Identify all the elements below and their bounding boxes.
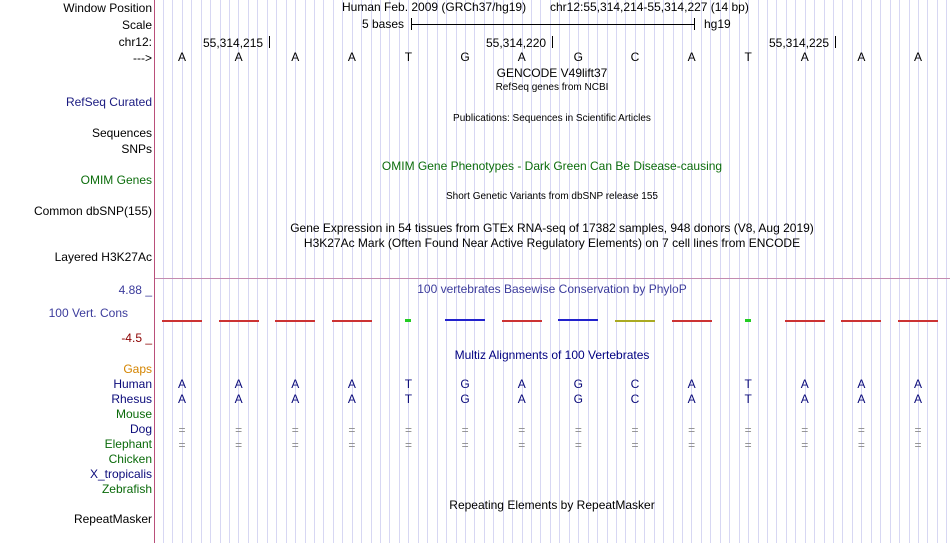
rhesus-base: A [857, 392, 866, 406]
grid-line [890, 0, 891, 543]
dog-gap-mark: = [291, 423, 299, 437]
species-label-zebrafish[interactable]: Zebrafish [101, 482, 152, 496]
rhesus-base: A [800, 392, 809, 406]
phylop-min-label: -4.5 _ [121, 331, 152, 345]
coordinate-label: 55,314,220 [486, 36, 547, 50]
grid-line [767, 0, 768, 543]
grid-line [323, 0, 324, 543]
base-letter: A [291, 50, 300, 64]
rhesus-base: A [517, 392, 526, 406]
grid-line [446, 0, 447, 543]
chrom-label: chr12: [118, 35, 152, 49]
species-label-chicken[interactable]: Chicken [108, 452, 152, 466]
grid-line [795, 0, 796, 543]
rhesus-base: G [460, 392, 470, 406]
dog-gap-mark: = [235, 423, 243, 437]
grid-line [286, 0, 287, 543]
grid-line [861, 0, 862, 543]
elephant-gap-mark: = [857, 438, 865, 452]
base-letter: G [460, 50, 470, 64]
human-base: T [744, 377, 752, 391]
grid-line [172, 0, 173, 543]
omim-track-title[interactable]: OMIM Gene Phenotypes - Dark Green Can Be Disease-causing [381, 159, 723, 173]
grid-line [937, 0, 938, 543]
grid-line [257, 0, 258, 543]
refseq-track-title[interactable]: RefSeq genes from NCBI [495, 82, 609, 93]
base-letter: C [630, 50, 640, 64]
grid-line [710, 0, 711, 543]
base-letter: T [404, 50, 413, 64]
grid-line [701, 0, 702, 543]
grid-line [776, 0, 777, 543]
coordinate-tick [269, 36, 270, 48]
human-base: A [857, 377, 866, 391]
base-letter: A [347, 50, 356, 64]
dog-gap-mark: = [688, 423, 696, 437]
coordinate-label: 55,314,215 [203, 36, 264, 50]
rhesus-base: C [630, 392, 640, 406]
grid-line [408, 0, 409, 543]
phylop-score-mark [219, 320, 259, 322]
dog-gap-mark: = [914, 423, 922, 437]
grid-line [389, 0, 390, 543]
grid-line [918, 0, 919, 543]
human-base: A [914, 377, 923, 391]
base-letter: A [800, 50, 809, 64]
grid-line [758, 0, 759, 543]
elephant-gap-mark: = [688, 438, 696, 452]
grid-line [927, 0, 928, 543]
grid-line [163, 0, 164, 543]
repeatmasker-track-title[interactable]: Repeating Elements by RepeatMasker [449, 498, 655, 512]
elephant-gap-mark: = [744, 438, 752, 452]
grid-line [484, 0, 485, 543]
grid-line [786, 0, 787, 543]
phylop-score-mark [745, 319, 751, 322]
grid-line [210, 0, 211, 543]
scale-text: 5 bases [362, 17, 405, 31]
dog-gap-mark: = [348, 423, 356, 437]
grid-line [673, 0, 674, 543]
grid-line [182, 0, 183, 543]
grid-line [663, 0, 664, 543]
grid-line [305, 0, 306, 543]
human-base: A [687, 377, 696, 391]
phylop-max-label: 4.88 _ [118, 283, 152, 297]
grid-line [644, 0, 645, 543]
grid-line [295, 0, 296, 543]
elephant-gap-mark: = [631, 438, 639, 452]
species-label-xtropicalis[interactable]: X_tropicalis [89, 467, 152, 481]
track-label-gaps[interactable]: Gaps [123, 362, 152, 376]
elephant-gap-mark: = [518, 438, 526, 452]
grid-line [682, 0, 683, 543]
base-letter: T [744, 50, 752, 64]
dog-gap-mark: = [518, 423, 526, 437]
phylop-score-mark [841, 320, 881, 322]
base-letter: A [687, 50, 696, 64]
track-label-snps[interactable]: SNPs [121, 142, 152, 156]
grid-line [248, 0, 249, 543]
grid-line [739, 0, 740, 543]
dog-gap-mark: = [574, 423, 582, 437]
human-base: A [234, 377, 243, 391]
dog-gap-mark: = [461, 423, 469, 437]
grid-line [371, 0, 372, 543]
grid-line [276, 0, 277, 543]
coordinate-tick [835, 36, 836, 48]
grid-line [842, 0, 843, 543]
grid-line [456, 0, 457, 543]
grid-line [946, 0, 947, 543]
grid-line [880, 0, 881, 543]
grid-line [871, 0, 872, 543]
grid-line [399, 0, 400, 543]
phylop-score-mark [898, 320, 938, 322]
rhesus-base: G [573, 392, 583, 406]
track-label-repeatmasker[interactable]: RepeatMasker [73, 512, 152, 526]
phylop-score-mark [672, 320, 712, 322]
grid-line [220, 0, 221, 543]
elephant-gap-mark: = [574, 438, 582, 452]
base-letter: A [177, 50, 186, 64]
grid-line [691, 0, 692, 543]
rhesus-base: A [234, 392, 243, 406]
grid-line [852, 0, 853, 543]
grid-line [465, 0, 466, 543]
phylop-score-mark [162, 320, 202, 322]
human-base: G [460, 377, 470, 391]
sidebar-border [154, 0, 155, 543]
grid-line [625, 0, 626, 543]
multiz-track-title[interactable]: Multiz Alignments of 100 Vertebrates [454, 348, 650, 362]
species-label-dog[interactable]: Dog [129, 422, 152, 436]
phylop-track-title[interactable]: 100 vertebrates Basewise Conservation by PhyloP [417, 282, 687, 296]
grid-line [201, 0, 202, 543]
elephant-gap-mark: = [801, 438, 809, 452]
elephant-gap-mark: = [404, 438, 412, 452]
window-position-text: chr12:55,314,214-55,314,227 (14 bp) [550, 0, 749, 14]
phylop-score-mark [558, 319, 598, 321]
species-label-human[interactable]: Human [113, 377, 152, 391]
human-base: A [291, 377, 300, 391]
grid-line [361, 0, 362, 543]
grid-line [427, 0, 428, 543]
scale-bar-left-tick [411, 18, 412, 30]
rhesus-base: T [404, 392, 413, 406]
grid-line [833, 0, 834, 543]
dog-gap-mark: = [178, 423, 186, 437]
phylop-score-mark [275, 320, 315, 322]
grid-line [493, 0, 494, 543]
phylop-score-mark [332, 320, 372, 322]
base-letter: G [573, 50, 583, 64]
rhesus-base: A [914, 392, 923, 406]
grid-line [314, 0, 315, 543]
track-label-sequences[interactable]: Sequences [91, 126, 152, 140]
dog-gap-mark: = [404, 423, 412, 437]
grid-line [267, 0, 268, 543]
base-letter: A [234, 50, 243, 64]
phylop-score-mark [445, 319, 485, 321]
human-base: A [347, 377, 356, 391]
assembly-title: Human Feb. 2009 (GRCh37/hg19) [342, 0, 527, 14]
scale-bar-right-tick [694, 18, 695, 30]
grid-line [418, 0, 419, 543]
grid-line [909, 0, 910, 543]
publications-track-title[interactable]: Publications: Sequences in Scientific Articles [453, 113, 651, 124]
grid-line [720, 0, 721, 543]
grid-line [229, 0, 230, 543]
species-label-mouse[interactable]: Mouse [115, 407, 152, 421]
grid-line [899, 0, 900, 543]
grid-line [342, 0, 343, 543]
scale-bar [411, 24, 694, 25]
base-letter: A [914, 50, 923, 64]
phylop-score-mark [785, 320, 825, 322]
track-label-omim[interactable]: OMIM Genes [80, 173, 152, 187]
coordinate-tick [552, 36, 553, 48]
elephant-gap-mark: = [178, 438, 186, 452]
elephant-gap-mark: = [348, 438, 356, 452]
grid-line [814, 0, 815, 543]
phylop-score-mark [502, 320, 542, 322]
rhesus-base: A [291, 392, 300, 406]
elephant-gap-mark: = [461, 438, 469, 452]
base-letter: A [857, 50, 866, 64]
grid-line [616, 0, 617, 543]
grid-line [748, 0, 749, 543]
track-label-phylop[interactable]: 100 Vert. Cons [48, 306, 128, 320]
rhesus-base: A [177, 392, 186, 406]
rhesus-base: A [687, 392, 696, 406]
track-label-dbsnp[interactable]: Common dbSNP(155) [33, 204, 152, 218]
grid-line [380, 0, 381, 543]
human-base: A [177, 377, 186, 391]
human-base: A [800, 377, 809, 391]
human-base: G [573, 377, 583, 391]
scale-db: hg19 [704, 17, 731, 31]
grid-line [729, 0, 730, 543]
human-base: A [517, 377, 526, 391]
coordinate-label: 55,314,225 [769, 36, 830, 50]
window-position-label: Window Position [63, 1, 152, 15]
human-base: T [404, 377, 413, 391]
base-letter: A [517, 50, 526, 64]
gencode-track-title[interactable]: GENCODE V49lift37 [496, 66, 608, 80]
track-label-refseq[interactable]: RefSeq Curated [65, 95, 152, 109]
elephant-gap-mark: = [291, 438, 299, 452]
phylop-score-mark [405, 319, 411, 322]
gtex-track-title[interactable]: Gene Expression in 54 tissues from GTEx RNA-seq of 17382 samples, 948 donors (V8, Aug 2019) [290, 221, 814, 235]
grid-line [805, 0, 806, 543]
dog-gap-mark: = [744, 423, 752, 437]
dog-gap-mark: = [801, 423, 809, 437]
species-label-rhesus[interactable]: Rhesus [111, 392, 152, 406]
grid-line [333, 0, 334, 543]
rhesus-base: A [347, 392, 356, 406]
grid-line [474, 0, 475, 543]
grid-line [635, 0, 636, 543]
grid-line [191, 0, 192, 543]
elephant-gap-mark: = [914, 438, 922, 452]
track-separator [155, 278, 950, 279]
elephant-gap-mark: = [235, 438, 243, 452]
h3k27ac-track-title[interactable]: H3K27Ac Mark (Often Found Near Active Regulatory Elements) on 7 cell lines from ENCODE [303, 236, 801, 250]
strand-arrow-label: ---> [133, 51, 152, 65]
human-base: C [630, 377, 640, 391]
grid-line [437, 0, 438, 543]
phylop-score-mark [615, 320, 655, 322]
grid-line [352, 0, 353, 543]
grid-line [654, 0, 655, 543]
dog-gap-mark: = [631, 423, 639, 437]
rhesus-base: T [744, 392, 752, 406]
species-label-elephant[interactable]: Elephant [104, 437, 152, 451]
track-label-h3k27ac[interactable]: Layered H3K27Ac [54, 250, 152, 264]
grid-line [238, 0, 239, 543]
dbsnp-track-title[interactable]: Short Genetic Variants from dbSNP release 155 [446, 191, 658, 202]
dog-gap-mark: = [857, 423, 865, 437]
scale-label: Scale [121, 18, 152, 32]
grid-line [824, 0, 825, 543]
